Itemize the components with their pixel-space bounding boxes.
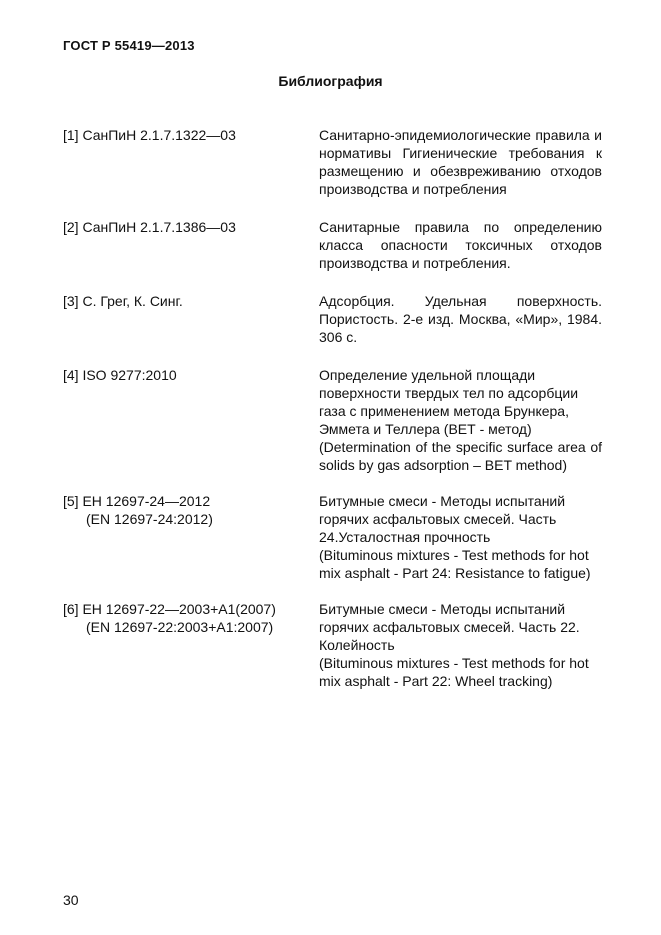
- reference-alt-code: (EN 12697-24:2012): [86, 511, 213, 527]
- bibliography-entry-5: [63, 492, 603, 582]
- reference-code: [4] ISO 9277:2010: [63, 367, 177, 383]
- description-ru: Адсорбция. Удельная поверхность. Пористость. 2-е изд. Москва, «Мир», 1984. 306 с.: [319, 293, 602, 345]
- bibliography-entry-6: [63, 600, 603, 690]
- reference-code: [6] ЕН 12697-22—2003+А1(2007): [63, 601, 276, 617]
- reference-label: [63, 600, 313, 636]
- description-en: (Bituminous mixtures - Test methods for hot mix asphalt - Part 22: Wheel tracking): [319, 655, 589, 689]
- reference-description: [319, 126, 602, 198]
- reference-label: [63, 292, 313, 310]
- reference-code: [2] СанПиН 2.1.7.1386—03: [63, 219, 236, 235]
- reference-label: [63, 366, 313, 384]
- reference-code: [1] СанПиН 2.1.7.1322—03: [63, 127, 236, 143]
- description-ru: Битумные смеси - Методы испытаний горячих асфальтовых смесей. Часть 24.Усталостная прочность: [319, 493, 566, 545]
- document-code-header: ГОСТ Р 55419—2013: [63, 38, 195, 53]
- description-en: (Determination of the specific surface area of solids by gas adsorption – BET method): [319, 439, 602, 473]
- reference-description: [319, 492, 602, 582]
- bibliography-entry-3: [63, 292, 603, 346]
- page-number: 30: [63, 892, 79, 908]
- description-ru: Определение удельной площади поверхности твердых тел по адсорбции газа с применением метода Брункера, Эммета и Теллера (ВЕТ - метод): [319, 367, 579, 437]
- description-en: (Bituminous mixtures - Test methods for hot mix asphalt - Part 24: Resistance to fatigue): [319, 547, 591, 581]
- bibliography-title: Библиография: [278, 73, 383, 89]
- bibliography-list: [63, 126, 603, 690]
- reference-code: [3] С. Грег, К. Синг.: [63, 293, 183, 309]
- reference-label: [63, 126, 313, 144]
- reference-alt-code: (EN 12697-22:2003+A1:2007): [86, 619, 274, 635]
- bibliography-entry-1: [63, 126, 603, 198]
- bibliography-entry-4: [63, 366, 603, 474]
- bibliography-entry-2: [63, 218, 603, 272]
- reference-description: [319, 600, 602, 690]
- reference-description: [319, 218, 602, 272]
- reference-description: [319, 366, 602, 474]
- reference-description: [319, 292, 602, 346]
- reference-label: [63, 492, 313, 528]
- description-ru: Битумные смеси - Методы испытаний горячих асфальтовых смесей. Часть 22. Колейность: [319, 601, 580, 653]
- description-ru: Санитарно-эпидемиологические правила и нормативы Гигиенические требования к размещению и обезвреживанию отходов производства и потребления: [319, 127, 602, 197]
- description-ru: Санитарные правила по определению класса опасности токсичных отходов производства и потребления.: [319, 219, 602, 271]
- reference-code: [5] ЕН 12697-24—2012: [63, 493, 211, 509]
- reference-label: [63, 218, 313, 236]
